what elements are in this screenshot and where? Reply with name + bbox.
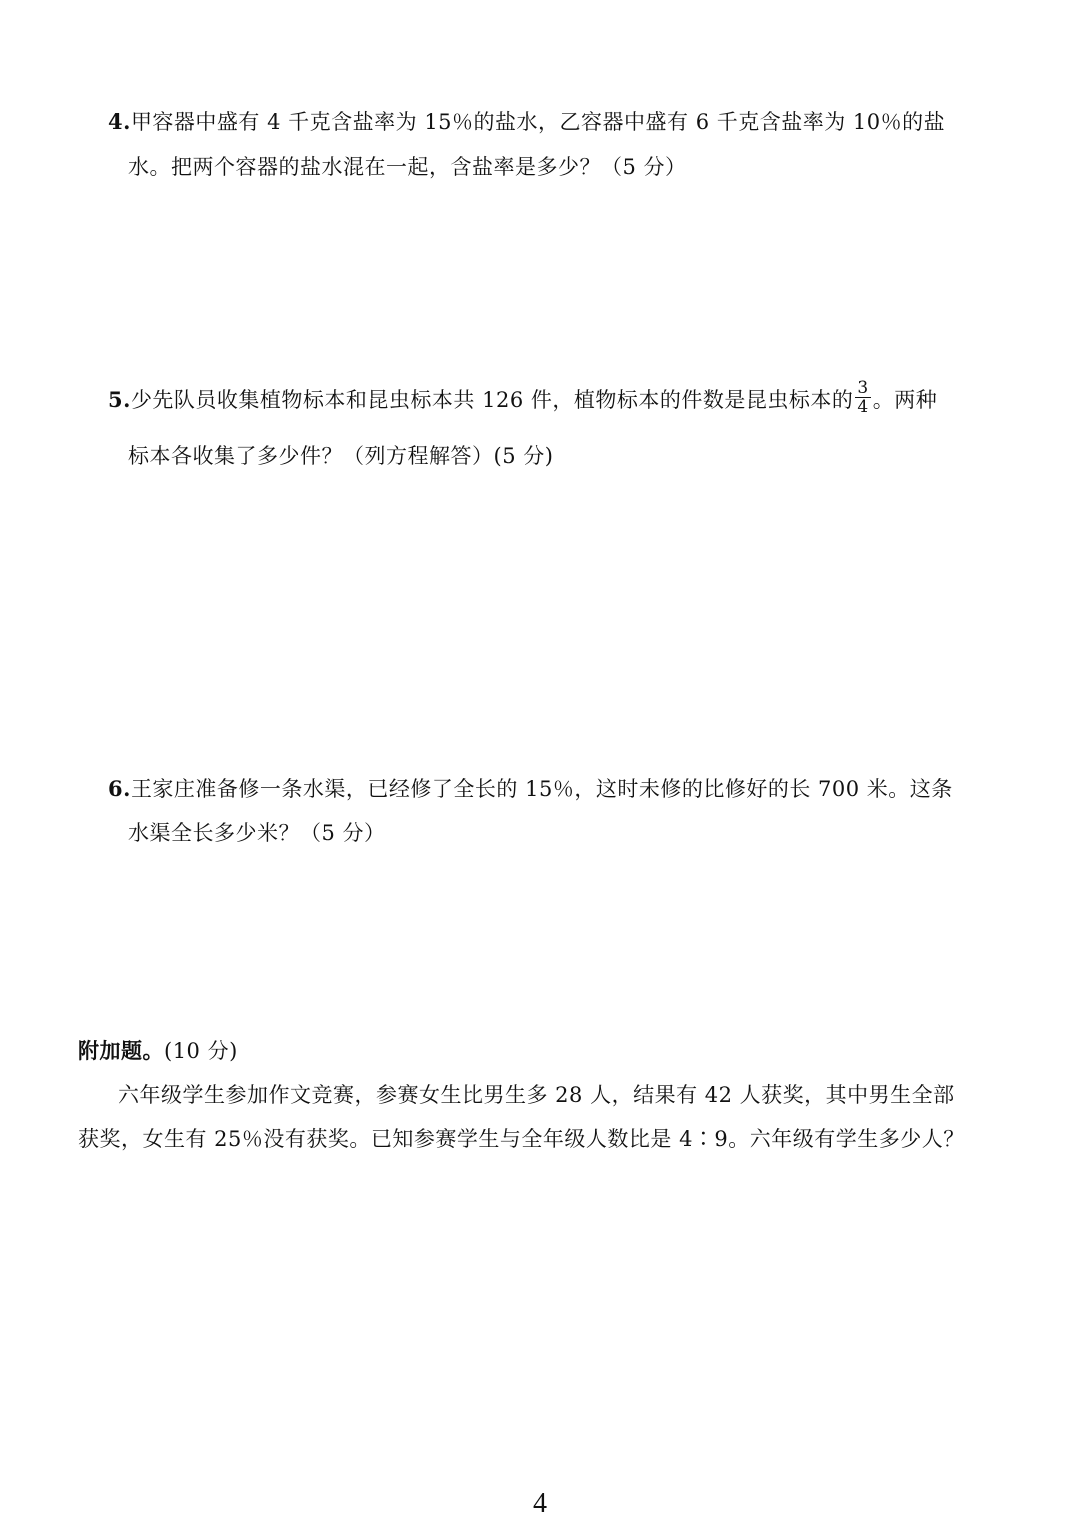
question-6-line-2: 水渠全长多少米？（5 分） <box>128 821 386 845</box>
question-4-number: 4. <box>108 109 131 134</box>
bonus-line-2: 获奖，女生有 25％没有获奖。已知参赛学生与全年级人数比是 4∶9。六年级有学生多少人？ <box>78 1127 965 1151</box>
question-5-number: 5. <box>108 387 131 412</box>
question-5-text-1b: 。两种 <box>872 388 938 412</box>
bonus-heading <box>78 1036 238 1066</box>
bonus-points: (10 分) <box>164 1039 238 1063</box>
question-6-text-1: 王家庄准备修一条水渠，已经修了全长的 15％，这时未修的比修好的长 700 米。这条 <box>130 777 953 801</box>
fraction-denominator: 4 <box>857 397 869 417</box>
question-4-line-1 <box>108 107 945 137</box>
question-5-line-2: 标本各收集了多少件？（列方程解答）(5 分) <box>128 444 554 468</box>
question-4-text-1: 甲容器中盛有 4 千克含盐率为 15％的盐水，乙容器中盛有 6 千克含盐率为 10％的盐 <box>130 110 946 134</box>
bonus-title: 附加题。 <box>78 1038 164 1063</box>
fraction-three-quarters <box>855 379 870 416</box>
question-5-text-1a: 少先队员收集植物标本和昆虫标本共 126 件，植物标本的件数是昆虫标本的 <box>130 388 854 412</box>
question-6-number: 6. <box>108 776 131 801</box>
page-number: 4 <box>533 1488 547 1519</box>
bonus-line-1: 六年级学生参加作文竞赛，参赛女生比男生多 28 人，结果有 42 人获奖，其中男生全部 <box>118 1083 955 1107</box>
question-4-line-2: 水。把两个容器的盐水混在一起，含盐率是多少？（5 分） <box>128 155 687 179</box>
question-6-line-1 <box>108 774 953 804</box>
fraction-numerator: 3 <box>857 378 869 398</box>
question-5-line-1 <box>108 378 938 420</box>
